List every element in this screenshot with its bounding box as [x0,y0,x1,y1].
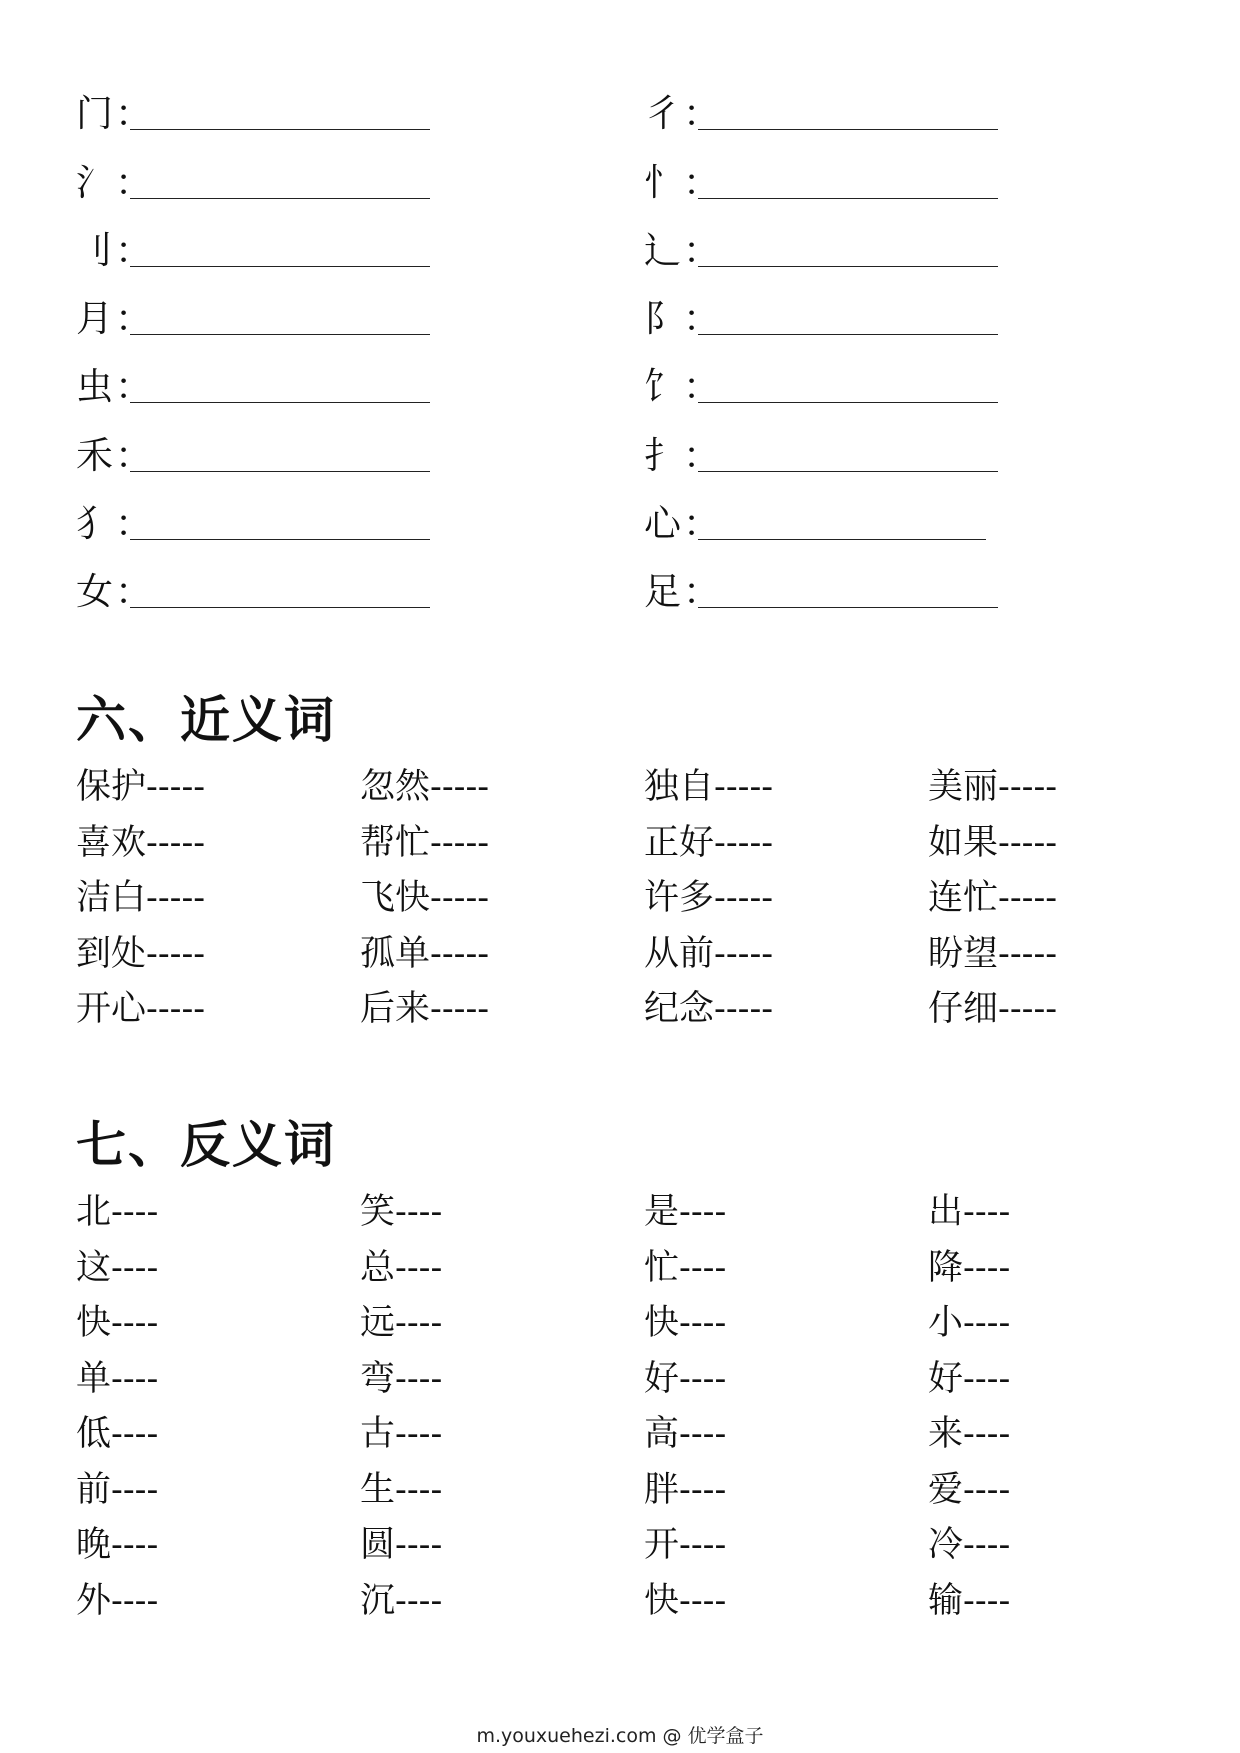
radical-row [644,419,998,487]
synonym-item: 后来----- [360,989,490,1029]
radical-row [644,351,998,419]
radical-row [644,488,998,556]
radical-label: 足： [644,570,722,614]
synonym-item: 飞快----- [360,878,490,918]
synonym-item: 盼望----- [928,933,1058,974]
antonym-item: 弯---- [360,1358,443,1399]
synonym-item: 从前----- [644,933,774,974]
radical-column-right [644,78,998,624]
section-title-antonyms: 七、反义词 [76,1115,336,1174]
answer-line[interactable] [698,198,998,199]
antonym-item: 出---- [928,1192,1011,1232]
synonym-item: 美丽----- [928,767,1058,807]
radical-label: 心： [644,502,722,546]
antonym-item: 古---- [360,1414,443,1454]
footer-text: m.youxuehezi.com @ 优学盒子 [476,1725,764,1747]
radical-row [644,215,998,283]
answer-line[interactable] [130,129,430,130]
antonym-item: 北---- [76,1192,159,1232]
radical-row [76,351,430,419]
radical-label: 门： [76,92,154,136]
antonym-item: 快---- [644,1303,727,1343]
antonym-item: 这---- [76,1247,159,1288]
radical-row [76,419,430,487]
radical-label: 女： [76,570,154,614]
radical-label: 辶： [644,228,722,272]
radical-row [76,78,430,146]
antonym-item: 好---- [644,1358,727,1399]
antonym-item: 开---- [644,1525,727,1565]
radical-column-left [76,78,430,624]
synonym-item: 到处----- [76,933,206,974]
antonym-item: 来---- [928,1414,1011,1454]
antonym-item: 前---- [76,1469,159,1510]
antonym-item: 远---- [360,1303,443,1343]
synonym-item: 开心----- [76,989,206,1029]
radical-row [644,283,998,351]
antonym-item: 高---- [644,1414,727,1454]
synonym-item: 仔细----- [928,989,1058,1029]
synonym-item: 忽然----- [360,767,490,807]
radical-label: 忄： [644,160,722,204]
radical-row [76,283,430,351]
answer-line[interactable] [698,471,998,472]
antonym-item: 低---- [76,1414,159,1454]
antonym-item: 忙---- [644,1247,727,1288]
synonym-item: 喜欢----- [76,822,206,863]
antonym-item: 快---- [644,1580,727,1621]
radical-label: 犭： [76,502,154,546]
answer-line[interactable] [698,402,998,403]
antonym-item: 降---- [928,1247,1011,1288]
radical-label: 禾： [76,433,154,477]
radical-row [644,146,998,214]
answer-line[interactable] [130,471,430,472]
radical-label: 扌： [644,433,722,477]
antonym-item: 晚---- [76,1525,159,1565]
radical-label: 彳： [644,92,722,136]
answer-line[interactable] [130,607,430,608]
radical-label: 饣： [644,365,722,409]
answer-line[interactable] [130,539,430,540]
radical-row [76,556,430,624]
antonym-item: 圆---- [360,1525,443,1565]
antonym-item: 生---- [360,1469,443,1510]
synonym-item: 纪念----- [644,989,774,1029]
synonym-item: 连忙----- [928,878,1058,918]
radical-row [644,556,998,624]
antonym-item: 爱---- [928,1469,1011,1510]
radical-row [76,215,430,283]
synonym-item: 帮忙----- [360,822,490,863]
answer-line[interactable] [698,129,998,130]
answer-line[interactable] [130,266,430,267]
antonym-item: 输---- [928,1580,1011,1621]
synonym-item: 洁白----- [76,878,206,918]
radical-label: 虫： [76,365,154,409]
answer-line[interactable] [698,539,986,540]
synonym-item: 保护----- [76,767,206,807]
radical-label: 氵： [76,160,154,204]
antonym-item: 单---- [76,1358,159,1399]
antonym-item: 好---- [928,1358,1011,1399]
antonym-item: 是---- [644,1192,727,1232]
answer-line[interactable] [698,334,998,335]
antonym-item: 胖---- [644,1469,727,1510]
radical-label: 刂： [76,228,154,272]
answer-line[interactable] [698,266,998,267]
synonym-item: 独自----- [644,767,774,807]
antonym-item: 笑---- [360,1192,443,1232]
radical-row [76,146,430,214]
antonym-item: 沉---- [360,1580,443,1621]
antonym-item: 小---- [928,1303,1011,1343]
radical-label: 月： [76,297,154,341]
answer-line[interactable] [130,198,430,199]
radical-row [644,78,998,146]
synonym-item: 如果----- [928,822,1058,863]
synonym-grid [76,760,1176,1038]
answer-line[interactable] [130,402,430,403]
antonym-item: 冷---- [928,1525,1011,1565]
answer-line[interactable] [698,607,998,608]
synonym-item: 正好----- [644,822,774,863]
antonym-item: 总---- [360,1247,443,1288]
section-title-synonyms: 六、近义词 [76,690,336,749]
radical-label: 阝： [644,297,722,341]
antonym-item: 快---- [76,1303,159,1343]
radical-row [76,488,430,556]
synonym-item: 许多----- [644,878,774,918]
antonym-item: 外---- [76,1580,159,1621]
answer-line[interactable] [130,334,430,335]
antonym-grid [76,1185,1176,1629]
synonym-item: 孤单----- [360,933,490,974]
